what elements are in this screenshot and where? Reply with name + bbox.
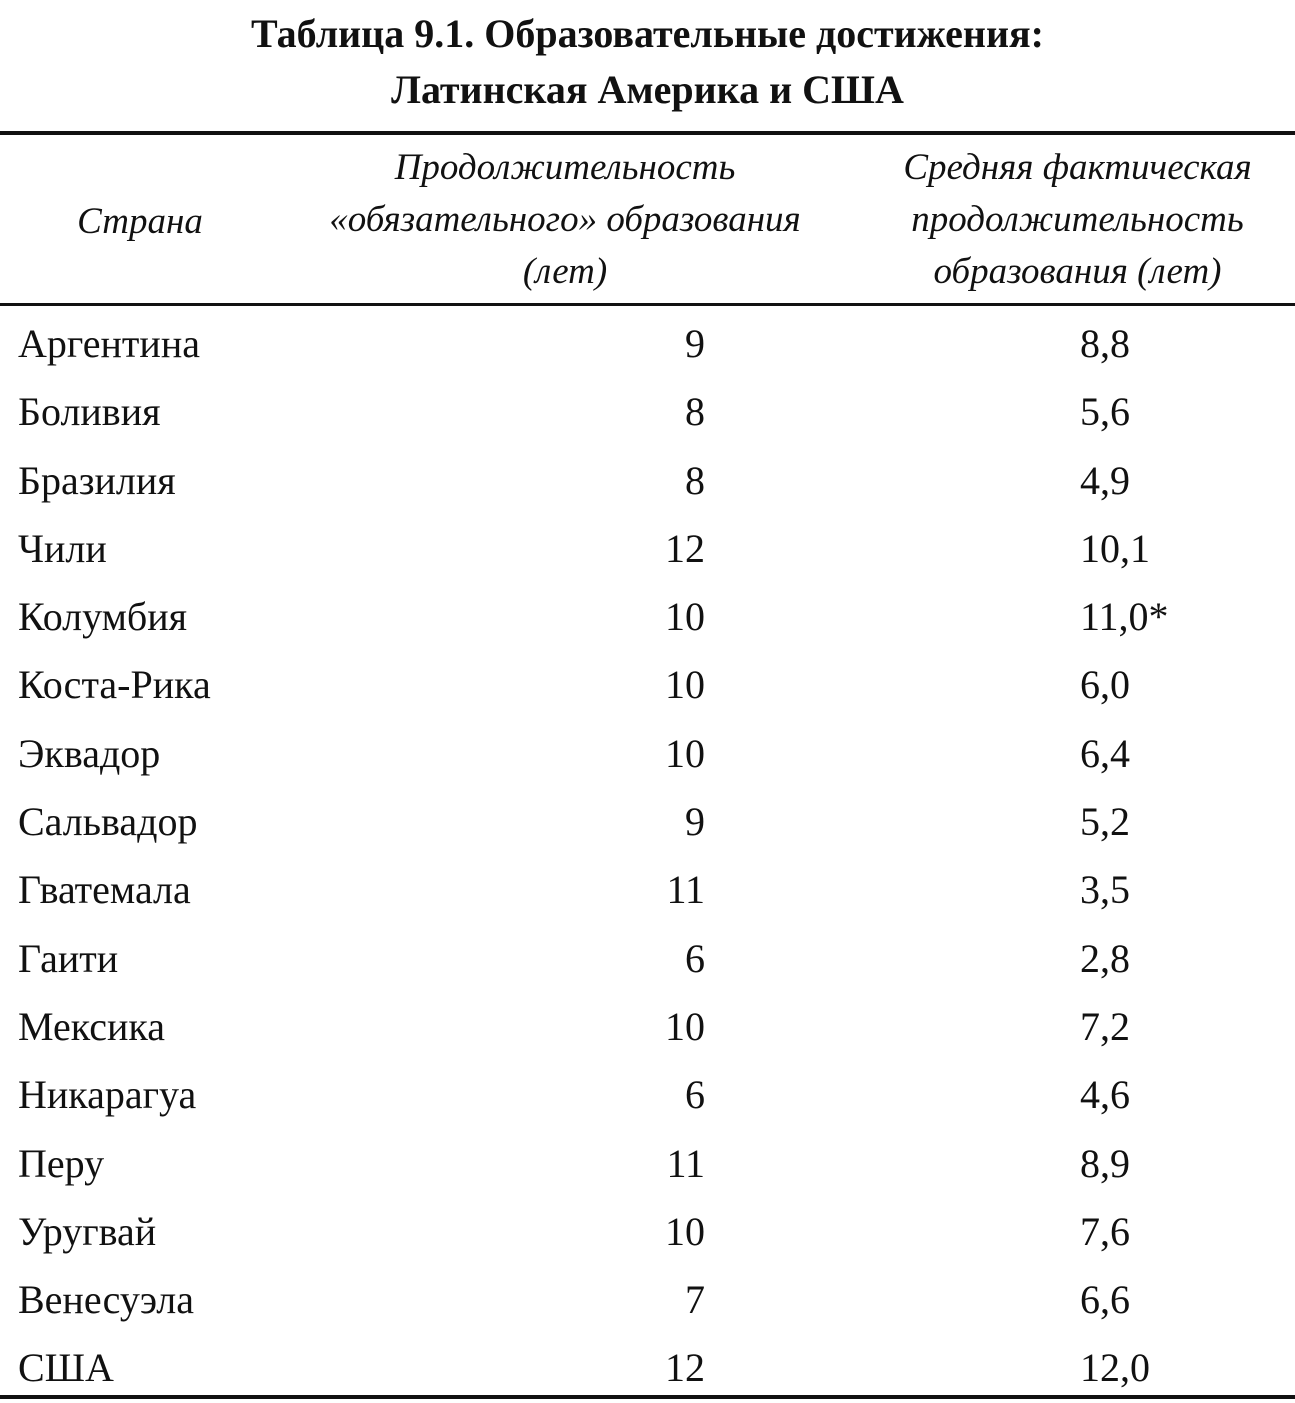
- header-average-line-1: Средняя фактическая: [903, 147, 1252, 188]
- cell-average: 5,2: [1080, 799, 1130, 845]
- table-row: [0, 925, 1295, 993]
- cell-average: 7,2: [1080, 1003, 1130, 1049]
- header-required-line-2: «обязательного» образования: [329, 199, 801, 240]
- cell-country: Перу: [18, 1140, 105, 1186]
- cell-country: Чили: [18, 525, 107, 571]
- table-row: [0, 515, 1295, 583]
- cell-required: 12: [665, 525, 705, 571]
- table-row: [0, 1266, 1295, 1334]
- bottom-rule: [0, 1395, 1295, 1399]
- cell-country: Уругвай: [18, 1208, 157, 1254]
- cell-required: 12: [665, 1345, 705, 1391]
- cell-country: США: [18, 1345, 114, 1391]
- table-row: [0, 1130, 1295, 1198]
- table-row: [0, 1334, 1295, 1402]
- table-row: [0, 1198, 1295, 1266]
- cell-country: Аргентина: [18, 321, 200, 366]
- cell-average: 8,9: [1080, 1140, 1130, 1186]
- cell-required: 10: [665, 662, 705, 708]
- top-rule: [0, 131, 1295, 135]
- cell-country: Никарагуа: [18, 1072, 197, 1118]
- cell-average: 12,0: [1080, 1345, 1150, 1391]
- header-required-education: [290, 142, 840, 298]
- cell-required: 11: [666, 1140, 705, 1186]
- cell-country: Коста-Рика: [18, 662, 211, 708]
- header-rule: [0, 303, 1295, 306]
- cell-average: 6,4: [1080, 730, 1130, 776]
- table-title-line-2: Латинская Америка и США: [391, 67, 904, 112]
- cell-average: 6,6: [1080, 1277, 1130, 1323]
- cell-average: 5,6: [1080, 389, 1130, 435]
- header-country-label: Страна: [77, 201, 203, 242]
- table-title: [0, 6, 1295, 118]
- table-row: [0, 651, 1295, 719]
- table-row: [0, 583, 1295, 651]
- table-row: [0, 788, 1295, 856]
- table-row: [0, 1061, 1295, 1129]
- cell-country: Боливия: [18, 389, 161, 435]
- cell-average: 6,0: [1080, 662, 1130, 708]
- cell-country: Гватемала: [18, 867, 191, 913]
- cell-average: 11,0*: [1080, 594, 1169, 640]
- table-row: [0, 993, 1295, 1061]
- table-row: [0, 856, 1295, 924]
- cell-country: Венесуэла: [18, 1277, 194, 1323]
- cell-required: 8: [685, 457, 705, 503]
- header-required-line-1: Продолжительность: [394, 147, 736, 188]
- cell-required: 7: [685, 1277, 705, 1323]
- cell-average: 8,8: [1080, 321, 1130, 366]
- cell-average: 4,6: [1080, 1072, 1130, 1118]
- cell-average: 10,1: [1080, 525, 1150, 571]
- cell-required: 10: [665, 594, 705, 640]
- header-average-education: [860, 142, 1295, 298]
- cell-country: Гаити: [18, 935, 119, 981]
- cell-country: Бразилия: [18, 457, 176, 503]
- cell-required: 6: [685, 935, 705, 981]
- cell-country: Эквадор: [18, 730, 161, 776]
- table-body: [0, 310, 1295, 1403]
- cell-average: 3,5: [1080, 867, 1130, 913]
- table-title-line-1: Таблица 9.1. Образовательные достижения:: [251, 11, 1044, 56]
- table-row: [0, 447, 1295, 515]
- cell-country: Сальвадор: [18, 799, 198, 845]
- header-average-line-2: продолжительность: [911, 199, 1244, 240]
- cell-country: Колумбия: [18, 594, 188, 640]
- cell-required: 10: [665, 1003, 705, 1049]
- cell-average: 7,6: [1080, 1208, 1130, 1254]
- cell-required: 9: [685, 799, 705, 845]
- cell-average: 4,9: [1080, 457, 1130, 503]
- cell-required: 11: [666, 867, 705, 913]
- table-row: [0, 378, 1295, 446]
- header-country: [40, 196, 240, 248]
- header-required-line-3: (лет): [522, 251, 608, 292]
- cell-average: 2,8: [1080, 935, 1130, 981]
- table-row: [0, 720, 1295, 788]
- header-average-line-3: образования (лет): [933, 251, 1222, 292]
- cell-required: 10: [665, 1208, 705, 1254]
- cell-required: 9: [685, 321, 705, 366]
- table-row: [0, 310, 1295, 378]
- cell-required: 8: [685, 389, 705, 435]
- cell-required: 10: [665, 730, 705, 776]
- cell-required: 6: [685, 1072, 705, 1118]
- cell-country: Мексика: [18, 1003, 165, 1049]
